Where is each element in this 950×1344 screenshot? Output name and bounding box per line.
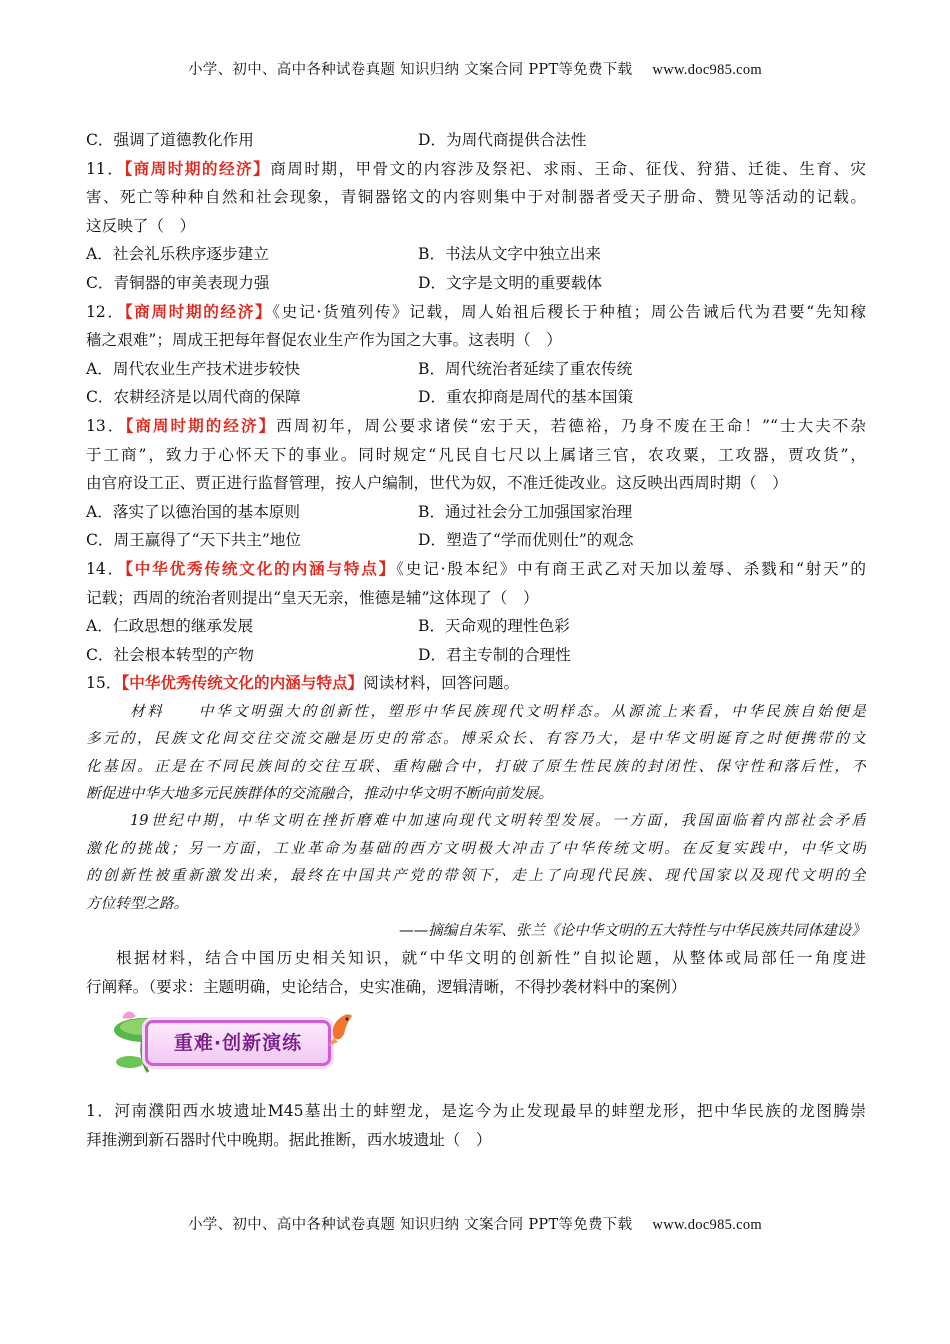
section-banner — [108, 1000, 358, 1075]
q13-text-1: 西周初年，周公要求诸侯“宏于天，若德裕，乃身不废在王命！”“士大夫不杂 — [276, 416, 866, 435]
q13-stem-line2: 于工商”，致力于心怀天下的事业。同时规定“凡民自七尺以上属诸三官，农攻粟，工攻器，贾攻货”， — [86, 445, 866, 464]
q13-option-d: D．塑造了“学而优则仕”的观念 — [418, 531, 634, 550]
q12-number: 12． — [86, 302, 125, 321]
q15-material-line7: 的创新性被重新激发出来，最终在中国共产党的带领下，走上了向现代民族、现代国家以及现代文明的全 — [86, 867, 866, 885]
q12-tag: 【商周时期的经济】 — [124, 301, 273, 321]
q10-option-c: C．强调了道德教化作用 — [86, 131, 254, 149]
document-body — [86, 126, 866, 1002]
q13-option-c: C．周王赢得了“天下共主”地位 — [86, 531, 302, 550]
q14-options-ab — [86, 612, 866, 641]
q11-text-1: 商周时期，甲骨文的内容涉及祭祀、求雨、王命、征伐、狩猎、迁徙、生育、灾 — [270, 159, 866, 178]
q12-option-b: B．周代统治者延续了重农传统 — [418, 359, 633, 378]
q11-option-b: B．书法从文字中独立出来 — [418, 245, 601, 264]
q15-ask-line1: 根据材料，结合中国历史相关知识，就“中华文明的创新性”自拟论题，从整体或局部任一角度进 — [116, 949, 866, 968]
header-text: 小学、初中、高中各种试卷真题 知识归纳 文案合同 PPT等免费下载 — [188, 62, 633, 78]
q14-option-a: A．仁政思想的继承发展 — [86, 617, 254, 636]
q15-material-source: ——摘编自朱军、张兰《论中华文明的五大特性与中华民族共同体建设》 — [398, 922, 866, 939]
q10-option-d: D．为周代商提供合法性 — [418, 131, 587, 149]
new-q1-line1: 1．河南濮阳西水坡遗址M45墓出土的蚌塑龙，是迄今为止发现最早的蚌塑龙形，把中华民族的龙图腾崇 — [86, 1102, 866, 1120]
q13-option-a: A．落实了以德治国的基本原则 — [86, 502, 300, 521]
q12-text-1: 《史记·货殖列传》记载，周人始祖后稷长于种植；周公告诫后代为君要“先知稼 — [272, 302, 866, 321]
new-section-body — [86, 1097, 866, 1154]
footer-text: 小学、初中、高中各种试卷真题 知识归纳 文案合同 PPT等免费下载 — [188, 1217, 633, 1233]
q11-stem-line1 — [86, 155, 866, 184]
q14-stem-line2: 记载；西周的统治者则提出“皇天无亲，惟德是辅”这体现了（ ） — [86, 588, 539, 607]
q12-stem-line2: 穑之艰难”；周成王把每年督促农业生产作为国之大事。这表明（ ） — [86, 331, 562, 350]
q12-option-d: D．重农抑商是周代的基本国策 — [418, 388, 634, 407]
q13-options-ab — [86, 498, 866, 527]
q15-ask-line2: 行阐释。（要求：主题明确，史论结合，史实准确，逻辑清晰，不得抄袭材料中的案例） — [86, 977, 687, 996]
q14-tag: 【中华优秀传统文化的内涵与特点】 — [125, 558, 397, 578]
q14-number: 14． — [86, 559, 126, 578]
q15-material-line6: 激化的挑战；另一方面，工业革命为基础的西方文明极大冲击了中华传统文明。在反复实践中，中华文明 — [86, 839, 866, 857]
new-q1-line2: 拜推溯到新石器时代中晚期。据此推断，西水坡遗址（ ） — [86, 1130, 492, 1149]
q11-option-d: D．文字是文明的重要载体 — [418, 273, 603, 292]
q15-stem-line1 — [86, 669, 866, 698]
q12-option-a: A．周代农业生产技术进步较快 — [86, 359, 300, 378]
q15-material-line8: 方位转型之路。 — [86, 894, 189, 912]
q15-material-line4: 断促进中华大地多元民族群体的交流融合，推动中华文明不断向前发展。 — [86, 785, 554, 803]
q11-option-a: A．社会礼乐秩序逐步建立 — [86, 245, 269, 264]
q15-material-line1: 材料 中华文明强大的创新性，塑形中华民族现代文明样态。从源流上来看，中华民族自始便是 — [130, 702, 866, 720]
q14-option-b: B．天命观的理性色彩 — [418, 617, 570, 636]
q15-material-line5: 19世纪中期，中华文明在挫折磨难中加速向现代文明转型发展。一方面，我国面临着内部社会矛盾 — [130, 812, 866, 830]
q11-stem-line2: 害、死亡等种种自然和社会现象，青铜器铭文的内容则集中于对制器者受天子册命、赞见等活动的记载。 — [86, 188, 866, 207]
q15-number: 15． — [86, 674, 122, 693]
banner-title: 重难·创新演练 — [173, 1032, 303, 1054]
q13-option-b: B．通过社会分工加强国家治理 — [418, 502, 633, 521]
q15-tag: 【中华优秀传统文化的内涵与特点】 — [121, 673, 364, 693]
q14-stem-line1 — [86, 555, 866, 584]
page-footer — [0, 1213, 950, 1234]
q13-stem-line1 — [86, 412, 866, 441]
q14-option-c: C．社会根本转型的产物 — [86, 645, 254, 664]
q12-stem-line1 — [86, 298, 866, 327]
q11-options-cd — [86, 269, 866, 298]
q13-stem-line3: 由官府设工正、贾正进行监督管理，按人户编制，世代为奴，不准迁徙改业。这反映出西周时期（ ） — [86, 474, 788, 493]
q12-options-cd — [86, 383, 866, 412]
q13-number: 13． — [86, 416, 126, 435]
q11-stem-line3: 这反映了（ ） — [86, 216, 196, 235]
q11-number: 11． — [86, 159, 125, 178]
q11-tag: 【商周时期的经济】 — [124, 158, 271, 178]
q15-text-1: 阅读材料，回答问题。 — [363, 674, 520, 693]
goldfish-icon — [326, 1008, 356, 1048]
q11-options-ab — [86, 240, 866, 269]
q11-option-c: C．青铜器的审美表现力强 — [86, 273, 270, 292]
header-url[interactable]: www.doc985.com — [652, 62, 762, 78]
q14-option-d: D．君主专制的合理性 — [418, 645, 571, 664]
page-header — [0, 58, 950, 79]
q14-options-cd — [86, 641, 866, 670]
q14-text-1: 《史记·殷本纪》中有商王武乙对天加以羞辱、杀戮和“射天”的 — [396, 559, 866, 578]
q15-material-line2: 多元的，民族文化间交往交流交融是历史的常态。博采众长、有容乃大，是中华文明诞育之时便携带的文 — [86, 730, 866, 748]
footer-url[interactable]: www.doc985.com — [652, 1217, 762, 1233]
q13-options-cd — [86, 526, 866, 555]
q15-material-line3: 化基因。正是在不同民族间的交往互联、重构融合中，打破了原生性民族的封闭性、保守性和落后性，不 — [86, 757, 866, 775]
q10-options-cd — [86, 126, 866, 155]
q12-options-ab — [86, 355, 866, 384]
q13-tag: 【商周时期的经济】 — [125, 415, 277, 435]
q12-option-c: C．农耕经济是以周代商的保障 — [86, 388, 301, 407]
